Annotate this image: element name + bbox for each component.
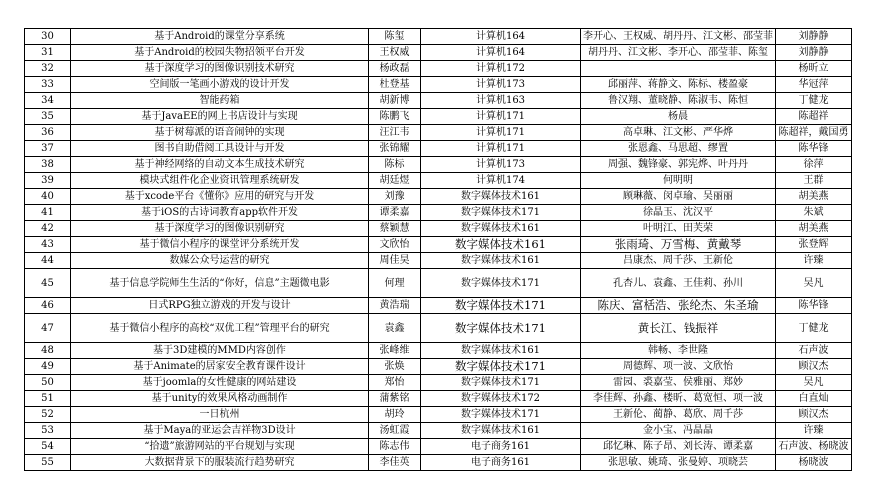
- team-members: 顾琳薇、闵卓瑜、吴丽丽: [581, 189, 776, 205]
- project-table: [24, 28, 852, 471]
- lead-student: 张峰维: [369, 343, 421, 359]
- row-number: 43: [25, 237, 71, 253]
- class-name: 数字媒体技术171: [421, 359, 581, 375]
- project-title: 基于微信小程序的课堂评分系统开发: [71, 237, 369, 253]
- row-number: 32: [25, 61, 71, 77]
- lead-student: 陈玺: [369, 29, 421, 45]
- row-number: 52: [25, 407, 71, 423]
- team-members: 金小宝、冯晶晶: [581, 423, 776, 439]
- table-row: [25, 29, 852, 45]
- team-members: 周德辉、项一波、文欣怡: [581, 359, 776, 375]
- team-members: 张恩鑫、马思超、缪置: [581, 141, 776, 157]
- project-title: 模块式组件化企业资讯管理系统研发: [71, 173, 369, 189]
- lead-student: 蒲紫铭: [369, 391, 421, 407]
- project-title: 一日杭州: [71, 407, 369, 423]
- row-number: 53: [25, 423, 71, 439]
- advisor: 许臻: [776, 423, 852, 439]
- row-number: 37: [25, 141, 71, 157]
- class-name: 数字媒体技术161: [421, 221, 581, 237]
- team-members: 杨晨: [581, 109, 776, 125]
- class-name: 数字媒体技术161: [421, 343, 581, 359]
- lead-student: 张锦耀: [369, 141, 421, 157]
- table-row: [25, 407, 852, 423]
- team-members: 叶明江、田芙荣: [581, 221, 776, 237]
- class-name: 数字媒体技术161: [421, 189, 581, 205]
- row-number: 30: [25, 29, 71, 45]
- advisor: 刘静静: [776, 29, 852, 45]
- table-row: [25, 375, 852, 391]
- table-row: [25, 77, 852, 93]
- row-number: 48: [25, 343, 71, 359]
- table-row: [25, 253, 852, 269]
- team-members: 胡丹丹、江文彬、李开心、邵莹菲、陈玺: [581, 45, 776, 61]
- table-row: [25, 391, 852, 407]
- team-members: 李佳辉、孙鑫、楼昕、葛宽恒、项一波: [581, 391, 776, 407]
- class-name: 计算机163: [421, 93, 581, 109]
- lead-student: 陈鹏飞: [369, 109, 421, 125]
- table-row: [25, 45, 852, 61]
- class-name: 计算机173: [421, 157, 581, 173]
- row-number: 50: [25, 375, 71, 391]
- project-title: 基于3D建模的MMD内容创作: [71, 343, 369, 359]
- table-row: [25, 93, 852, 109]
- team-members: [581, 61, 776, 77]
- project-title: 基于joomla的女性健康的网站建设: [71, 375, 369, 391]
- row-number: 31: [25, 45, 71, 61]
- team-members: 周强、魏锋豪、郭宪烨、叶丹丹: [581, 157, 776, 173]
- table-row: [25, 359, 852, 375]
- advisor: 华冠萍: [776, 77, 852, 93]
- project-title: 基于微信小程序的高校“双优工程”管理平台的研究: [71, 314, 369, 343]
- class-name: 数字媒体技术171: [421, 205, 581, 221]
- team-members: 邱丽萍、蒋静文、陈标、楼盈豪: [581, 77, 776, 93]
- class-name: 计算机164: [421, 45, 581, 61]
- advisor: 石声波、杨晓波: [776, 439, 852, 455]
- advisor: 吴凡: [776, 269, 852, 298]
- lead-student: 郑怡: [369, 375, 421, 391]
- class-name: 数字媒体技术161: [421, 253, 581, 269]
- table-row: [25, 237, 852, 253]
- class-name: 计算机173: [421, 77, 581, 93]
- team-members: 张雨琦、万雪梅、黄戴琴: [581, 237, 776, 253]
- table-row: [25, 61, 852, 77]
- team-members: 黄长江、钱振祥: [581, 314, 776, 343]
- class-name: 计算机164: [421, 29, 581, 45]
- lead-student: 胡新博: [369, 93, 421, 109]
- row-number: 45: [25, 269, 71, 298]
- table-row: [25, 141, 852, 157]
- project-title: 大数据背景下的服装流行趋势研究: [71, 455, 369, 471]
- row-number: 49: [25, 359, 71, 375]
- lead-student: 文欣怡: [369, 237, 421, 253]
- table-row: [25, 221, 852, 237]
- row-number: 47: [25, 314, 71, 343]
- row-number: 41: [25, 205, 71, 221]
- advisor: 陈华锋: [776, 141, 852, 157]
- class-name: 数字媒体技术171: [421, 314, 581, 343]
- row-number: 54: [25, 439, 71, 455]
- table-row: [25, 157, 852, 173]
- project-title: 基于神经网络的自动文本生成技术研究: [71, 157, 369, 173]
- advisor: 顾汉杰: [776, 407, 852, 423]
- team-members: 吕康杰、周千莎、王新伦: [581, 253, 776, 269]
- class-name: 数字媒体技术171: [421, 407, 581, 423]
- team-members: 徐晶玉、沈汉平: [581, 205, 776, 221]
- row-number: 38: [25, 157, 71, 173]
- project-title: 基于Android的课堂分享系统: [71, 29, 369, 45]
- advisor: 丁健龙: [776, 314, 852, 343]
- row-number: 40: [25, 189, 71, 205]
- class-name: 数字媒体技术161: [421, 423, 581, 439]
- lead-student: 陈志伟: [369, 439, 421, 455]
- project-title: 基于iOS的古诗词教育app软件开发: [71, 205, 369, 221]
- advisor: 顾汉杰: [776, 359, 852, 375]
- project-title: 基于Android的校园失物招领平台开发: [71, 45, 369, 61]
- project-title: 日式RPG独立游戏的开发与设计: [71, 298, 369, 314]
- class-name: 数字媒体技术161: [421, 237, 581, 253]
- class-name: 电子商务161: [421, 455, 581, 471]
- project-title: 基于JavaEE的网上书店设计与实现: [71, 109, 369, 125]
- table-row: [25, 125, 852, 141]
- lead-student: 周佳昊: [369, 253, 421, 269]
- lead-student: 胡玲: [369, 407, 421, 423]
- team-members: 何明明: [581, 173, 776, 189]
- advisor: 吴凡: [776, 375, 852, 391]
- row-number: 42: [25, 221, 71, 237]
- lead-student: 王权威: [369, 45, 421, 61]
- lead-student: 刘豫: [369, 189, 421, 205]
- project-title: 智能药箱: [71, 93, 369, 109]
- project-title: 空间版一笔画小游戏的设计开发: [71, 77, 369, 93]
- lead-student: 杨政磊: [369, 61, 421, 77]
- table-row: [25, 343, 852, 359]
- row-number: 33: [25, 77, 71, 93]
- advisor: 石声波: [776, 343, 852, 359]
- table-row: [25, 269, 852, 298]
- lead-student: 谭柔嘉: [369, 205, 421, 221]
- advisor: 王群: [776, 173, 852, 189]
- team-members: 张思敏、姚琦、张曼婷、项晓芸: [581, 455, 776, 471]
- advisor: 陈超祥: [776, 109, 852, 125]
- project-title: 基于xcode平台《懂你》应用的研究与开发: [71, 189, 369, 205]
- class-name: 计算机171: [421, 141, 581, 157]
- project-title: 图书自助借阅工具设计与开发: [71, 141, 369, 157]
- advisor: 杨晓波: [776, 455, 852, 471]
- project-title: 基于深度学习的图像识别技术研究: [71, 61, 369, 77]
- row-number: 44: [25, 253, 71, 269]
- table-row: [25, 314, 852, 343]
- advisor: 张登辉: [776, 237, 852, 253]
- class-name: 数字媒体技术171: [421, 269, 581, 298]
- class-name: 计算机174: [421, 173, 581, 189]
- advisor: 徐萍: [776, 157, 852, 173]
- row-number: 55: [25, 455, 71, 471]
- advisor: 丁健龙: [776, 93, 852, 109]
- project-title: 基于信息学院师生生活的“你好，信息”主题微电影: [71, 269, 369, 298]
- table-row: [25, 423, 852, 439]
- class-name: 计算机172: [421, 61, 581, 77]
- advisor: 胡美燕: [776, 189, 852, 205]
- row-number: 35: [25, 109, 71, 125]
- team-members: 孔杏儿、袁鑫、王佳莉、孙川: [581, 269, 776, 298]
- row-number: 51: [25, 391, 71, 407]
- lead-student: 汪江韦: [369, 125, 421, 141]
- row-number: 34: [25, 93, 71, 109]
- advisor: 许臻: [776, 253, 852, 269]
- advisor: 陈华锋: [776, 298, 852, 314]
- team-members: 李开心、王权威、胡丹丹、江文彬、邵莹菲: [581, 29, 776, 45]
- team-members: 韩畅、李世隆: [581, 343, 776, 359]
- table-row: [25, 205, 852, 221]
- row-number: 39: [25, 173, 71, 189]
- team-members: 鲁汉翔、董晓静、陈淑韦、陈恒: [581, 93, 776, 109]
- class-name: 数字媒体技术171: [421, 375, 581, 391]
- project-title: “拾遗”旅游网站的平台规划与实现: [71, 439, 369, 455]
- lead-student: 张焕: [369, 359, 421, 375]
- project-title: 基于unity的效果风格动画制作: [71, 391, 369, 407]
- advisor: 杨昕立: [776, 61, 852, 77]
- class-name: 电子商务161: [421, 439, 581, 455]
- lead-student: 陈标: [369, 157, 421, 173]
- advisor: 刘静静: [776, 45, 852, 61]
- project-title: 数媒公众号运营的研究: [71, 253, 369, 269]
- team-members: 陈庆、富栝浩、张纶杰、朱圣瑜: [581, 298, 776, 314]
- lead-student: 蔡颖慧: [369, 221, 421, 237]
- advisor: 朱斌: [776, 205, 852, 221]
- team-members: 邱忆琳、陈子昂、刘长涛、谭柔嘉: [581, 439, 776, 455]
- advisor: 白直灿: [776, 391, 852, 407]
- class-name: 计算机171: [421, 125, 581, 141]
- project-title: 基于Maya的亚运会吉祥物3D设计: [71, 423, 369, 439]
- table-row: [25, 189, 852, 205]
- lead-student: 杜登基: [369, 77, 421, 93]
- advisor: 胡美燕: [776, 221, 852, 237]
- table-row: [25, 173, 852, 189]
- class-name: 数字媒体技术172: [421, 391, 581, 407]
- team-members: 高卓琳、江文彬、严华烨: [581, 125, 776, 141]
- table-row: [25, 109, 852, 125]
- advisor: 陈超祥，戴国勇: [776, 125, 852, 141]
- project-title: 基于Animate的居家安全教育课件设计: [71, 359, 369, 375]
- project-title: 基于树莓派的语音闹钟的实现: [71, 125, 369, 141]
- lead-student: 汤虹霞: [369, 423, 421, 439]
- team-members: 雷园、裘嘉莹、侯雅丽、郑妙: [581, 375, 776, 391]
- table-row: [25, 298, 852, 314]
- lead-student: 黄浩瑞: [369, 298, 421, 314]
- table-row: [25, 439, 852, 455]
- row-number: 36: [25, 125, 71, 141]
- lead-student: 李佳英: [369, 455, 421, 471]
- project-title: 基于深度学习的图像识别研究: [71, 221, 369, 237]
- lead-student: 胡廷煜: [369, 173, 421, 189]
- class-name: 数字媒体技术171: [421, 298, 581, 314]
- class-name: 计算机171: [421, 109, 581, 125]
- table-row: [25, 455, 852, 471]
- team-members: 王新伦、蔺静、葛欣、周千莎: [581, 407, 776, 423]
- lead-student: 袁鑫: [369, 314, 421, 343]
- lead-student: 何理: [369, 269, 421, 298]
- row-number: 46: [25, 298, 71, 314]
